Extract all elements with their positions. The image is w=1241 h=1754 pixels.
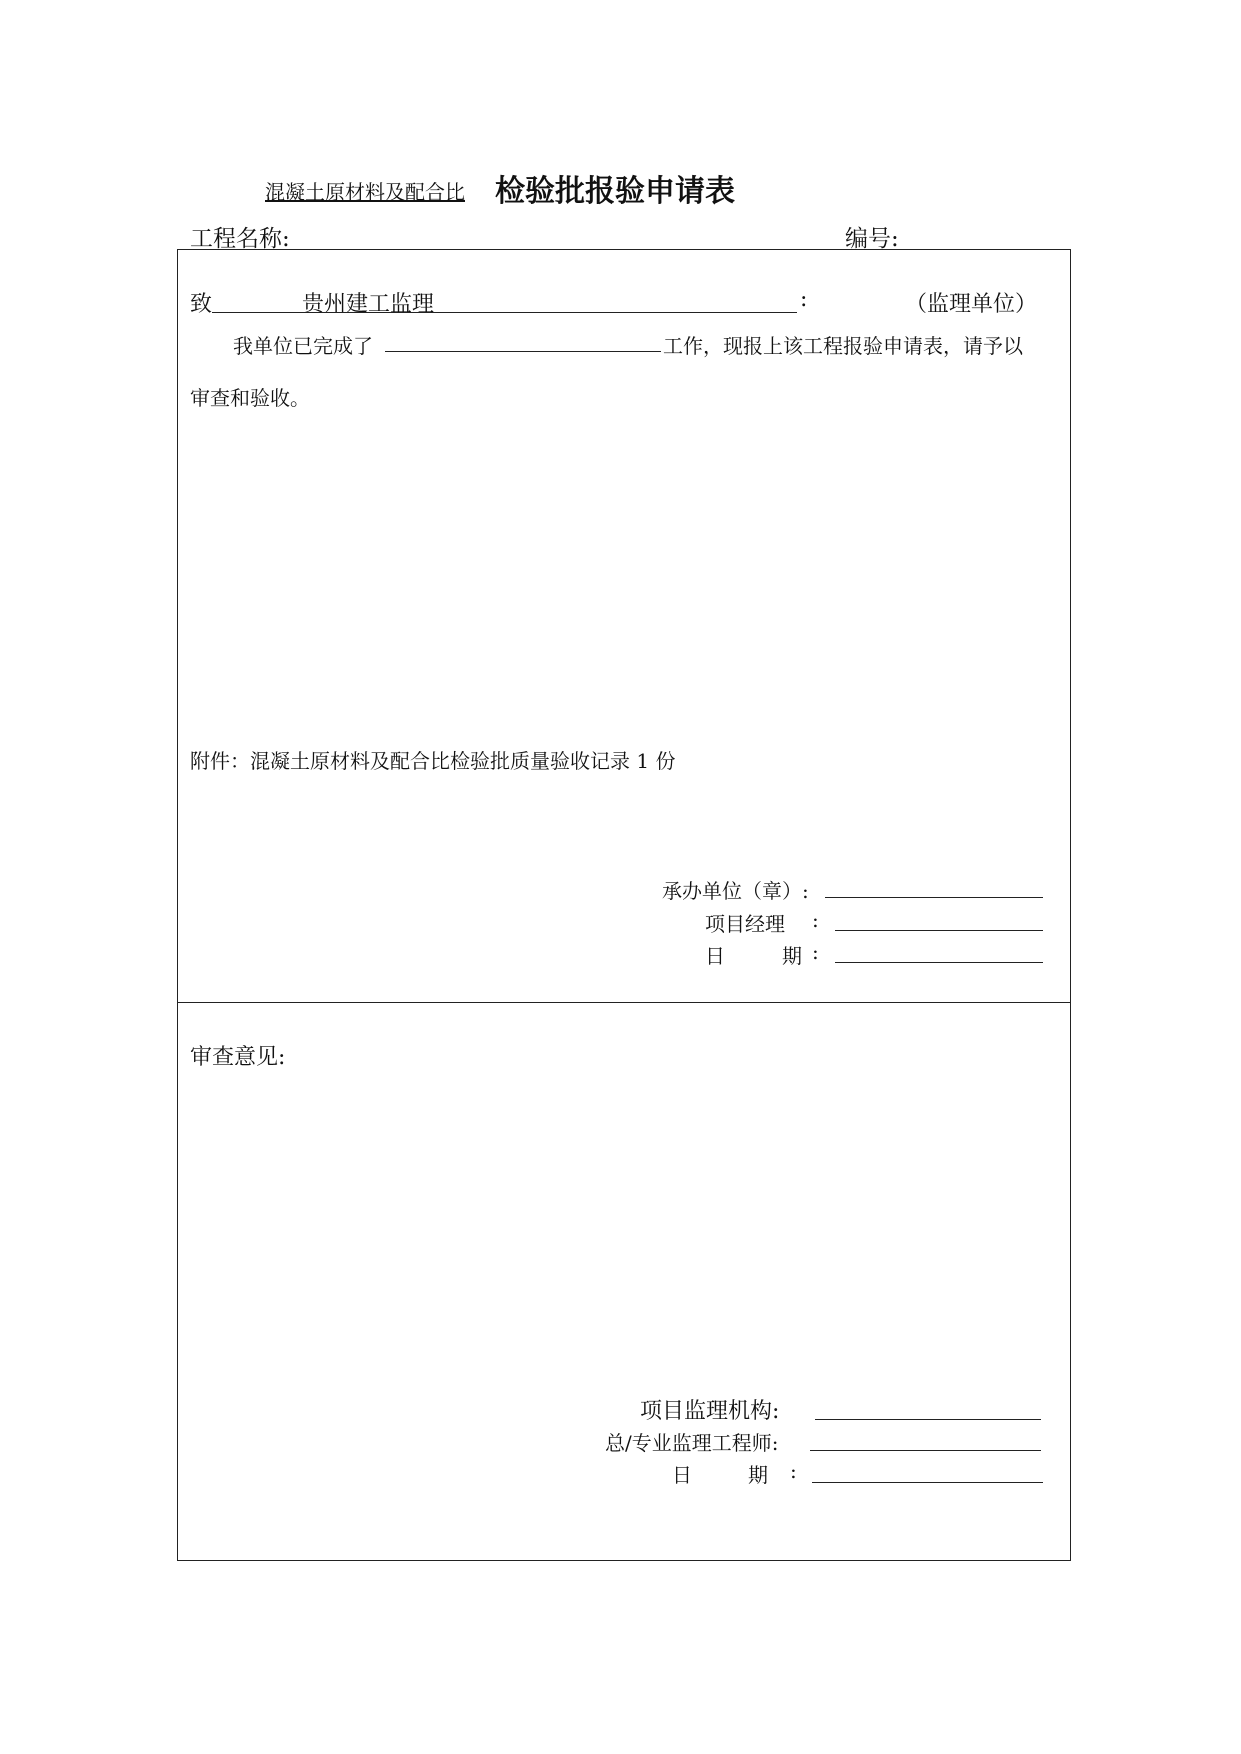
to-label: 致 [190, 292, 213, 317]
review-request-text: 审查和验收。 [190, 386, 310, 410]
completed-prefix: 我单位已完成了 [233, 334, 373, 358]
supervisor-name: 贵州建工监理 [302, 292, 435, 317]
project-manager-signature-field[interactable] [835, 930, 1043, 931]
contractor-label: 承办单位（章）: [662, 879, 809, 903]
completed-suffix: 工作，现报上该工程报验申请表，请予以 [663, 334, 1023, 358]
to-colon: : [800, 287, 808, 312]
form-subject-title: 混凝土原材料及配合比 [265, 180, 465, 204]
date-colon: : [812, 940, 819, 964]
work-name-field[interactable] [385, 351, 661, 352]
review-date-field[interactable] [812, 1482, 1043, 1483]
chief-engineer-label: 总/专业监理工程师: [605, 1431, 779, 1455]
contractor-signature-field[interactable] [825, 897, 1043, 898]
review-date-label-char1: 日 [672, 1463, 692, 1487]
review-date-label-char2: 期 [748, 1463, 768, 1487]
supervisor-underline [212, 312, 797, 313]
project-name-label: 工程名称: [190, 226, 290, 252]
supervision-org-label: 项目监理机构: [640, 1399, 780, 1424]
review-date-colon: : [790, 1459, 797, 1483]
review-opinion-label: 审查意见: [190, 1045, 286, 1070]
attachment-text: 附件：混凝土原材料及配合比检验批质量验收记录 1 份 [190, 749, 676, 773]
supervisor-unit-label: （监理单位） [905, 292, 1038, 317]
application-section [177, 249, 1071, 1003]
form-number-label: 编号: [845, 226, 899, 252]
chief-engineer-signature-field[interactable] [810, 1450, 1041, 1451]
application-date-field[interactable] [835, 962, 1043, 963]
supervision-org-signature-field[interactable] [815, 1419, 1041, 1420]
form-title: 检验批报验申请表 [495, 174, 735, 209]
project-manager-label: 项目经理 [705, 912, 785, 936]
project-manager-colon: : [812, 908, 819, 932]
date-label-char1: 日 [705, 944, 725, 968]
date-label-char2: 期 [782, 944, 802, 968]
review-section [177, 1002, 1071, 1561]
